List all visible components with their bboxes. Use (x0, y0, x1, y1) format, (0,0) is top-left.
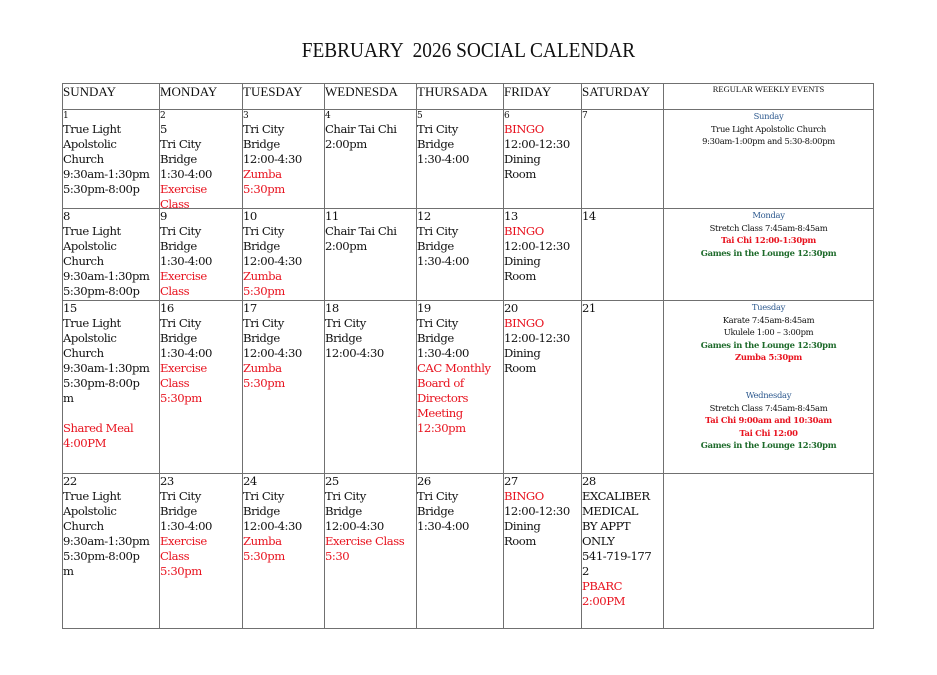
day-number: 8 (63, 209, 70, 223)
event-text: Room (504, 167, 536, 181)
event-text: Bridge (417, 137, 454, 151)
day-cell-tuesday (243, 110, 325, 209)
event-text: Tri City (417, 122, 458, 136)
event-text: 12:00-4:30 (325, 346, 384, 360)
day-cell-thursday (417, 110, 504, 209)
event-text: 12:00-4:30 (243, 254, 302, 268)
event-text: m (63, 391, 74, 405)
day-cell-monday (160, 301, 243, 474)
event-text: Bridge (243, 137, 280, 151)
header-wednesday: WEDNESDA (325, 84, 417, 110)
regular-event: Games in the Lounge 12:30pm (700, 247, 837, 258)
event-highlight-text: BINGO (504, 122, 544, 136)
event-text: Bridge (160, 239, 197, 253)
event-text (63, 406, 159, 421)
event-highlight-text: Class (160, 284, 190, 298)
day-cell-saturday (582, 474, 664, 629)
event-text: 9:30am-1:30pm (63, 167, 150, 181)
day-cell-saturday (582, 110, 664, 209)
event-highlight-text: 5:30pm (160, 391, 202, 405)
event-highlight-text: BINGO (504, 316, 544, 330)
day-number: 3 (243, 111, 249, 121)
event-text: Dining (504, 254, 541, 268)
day-cell-wednesday (325, 474, 417, 629)
day-cell-sunday (63, 301, 160, 474)
regular-event: Games in the Lounge 12:30pm (700, 339, 837, 350)
day-cell-monday (160, 110, 243, 209)
event-text: 1:30-4:00 (417, 519, 469, 533)
event-text: Tri City (325, 316, 366, 330)
event-text: Apolstolic (63, 504, 117, 518)
regular-event: Stretch Class 7:45am-8:45am (709, 222, 828, 233)
event-text: True Light (63, 489, 121, 503)
event-text: 1:30-4:00 (160, 519, 212, 533)
event-text: Tri City (160, 137, 201, 151)
day-cell-friday (504, 110, 582, 209)
week-row (63, 301, 874, 474)
event-text: Tri City (417, 224, 458, 238)
event-highlight-text: 5:30 (325, 549, 350, 563)
regular-event: Tai Chi 12:00-1:30pm (721, 235, 816, 246)
day-cell-sunday (63, 209, 160, 301)
day-number: 6 (504, 111, 510, 121)
event-text: Room (504, 534, 536, 548)
event-highlight-text: Shared Meal (63, 421, 134, 435)
event-text: Tri City (417, 316, 458, 330)
day-cell-wednesday (325, 209, 417, 301)
event-text: Bridge (325, 331, 362, 345)
event-text: 12:00-4:30 (325, 519, 384, 533)
day-number: 11 (325, 209, 339, 223)
event-text: m (63, 564, 74, 578)
day-number: 7 (582, 111, 588, 121)
regular-events-cell (664, 301, 874, 474)
day-number: 9 (160, 209, 167, 223)
regular-events-cell (664, 110, 874, 209)
event-text: 12:00-12:30 (504, 331, 570, 345)
day-cell-tuesday (243, 474, 325, 629)
event-highlight-text: Exercise (160, 534, 207, 548)
day-cell-wednesday (325, 110, 417, 209)
event-text: True Light (63, 224, 121, 238)
day-number: 15 (63, 301, 77, 315)
weekday-heading: Sunday (753, 111, 784, 121)
day-cell-thursday (417, 209, 504, 301)
day-cell-saturday (582, 301, 664, 474)
event-text: Bridge (160, 331, 197, 345)
event-highlight-text: Zumba (243, 361, 282, 375)
event-text: EXCALIBER (582, 489, 650, 503)
event-highlight-text: Zumba (243, 269, 282, 283)
event-highlight-text: PBARC (582, 579, 623, 593)
event-highlight-text: 4:00PM (63, 436, 107, 450)
event-highlight-text: 12:30pm (417, 421, 466, 435)
event-text: Apolstolic (63, 239, 117, 253)
day-number: 14 (582, 209, 596, 223)
event-text: Church (63, 254, 104, 268)
event-text: Bridge (417, 504, 454, 518)
regular-event: Ukulele 1:00 – 3:00pm (723, 327, 814, 338)
day-number: 10 (243, 209, 257, 223)
day-cell-friday (504, 209, 582, 301)
event-highlight-text: Class (160, 197, 190, 211)
event-text: Tri City (417, 489, 458, 503)
header-saturday: SATURDAY (582, 84, 664, 110)
event-highlight-text: Exercise Class (325, 534, 405, 548)
day-cell-monday (160, 209, 243, 301)
day-number: 19 (417, 301, 431, 315)
event-text: 9:30am-1:30pm (63, 269, 150, 283)
day-cell-monday (160, 474, 243, 629)
regular-event: Zumba 5:30pm (735, 352, 802, 363)
event-text: Tri City (243, 122, 284, 136)
day-number: 12 (417, 209, 431, 223)
regular-event: True Light Apolstolic Church (710, 123, 827, 134)
day-cell-sunday (63, 110, 160, 209)
day-number: 17 (243, 301, 257, 315)
day-cell-tuesday (243, 209, 325, 301)
event-highlight-text: 2:00PM (582, 594, 626, 608)
day-cell-friday (504, 301, 582, 474)
day-number: 4 (325, 111, 331, 121)
day-cell-saturday (582, 209, 664, 301)
header-friday: FRIDAY (504, 84, 582, 110)
event-text: Bridge (417, 331, 454, 345)
week-row (63, 474, 874, 629)
event-text: Tri City (160, 316, 201, 330)
day-number: 24 (243, 474, 257, 488)
regular-event: Tai Chi 12:00 (739, 427, 798, 438)
day-cell-friday (504, 474, 582, 629)
event-text: 1:30-4:00 (160, 254, 212, 268)
event-text: Bridge (243, 239, 280, 253)
event-text: Church (63, 519, 104, 533)
event-highlight-text: Class (160, 549, 190, 563)
day-number: 26 (417, 474, 431, 488)
event-text: 1:30-4:00 (417, 152, 469, 166)
event-text: 12:00-4:30 (243, 519, 302, 533)
event-text: 12:00-4:30 (243, 346, 302, 360)
day-number: 18 (325, 301, 339, 315)
event-text: 2:00pm (325, 137, 367, 151)
event-highlight-text: BINGO (504, 489, 544, 503)
event-highlight-text: 5:30pm (160, 564, 202, 578)
event-highlight-text: Meeting (417, 406, 463, 420)
event-highlight-text: Zumba (243, 167, 282, 181)
event-highlight-text: Exercise (160, 361, 207, 375)
event-highlight-text: Exercise (160, 182, 207, 196)
event-text: Church (63, 346, 104, 360)
regular-event: Tai Chi 9:00am and 10:30am (705, 415, 832, 426)
event-text: 12:00-12:30 (504, 137, 570, 151)
event-text: 12:00-12:30 (504, 504, 570, 518)
regular-event: 9:30am-1:00pm and 5:30-8:00pm (702, 136, 835, 147)
event-text: Tri City (160, 224, 201, 238)
day-number: 16 (160, 301, 174, 315)
event-text: Tri City (160, 489, 201, 503)
event-text: Dining (504, 346, 541, 360)
event-text: Chair Tai Chi (325, 224, 397, 238)
header-tuesday: TUESDAY (243, 84, 325, 110)
event-text: 1:30-4:00 (417, 254, 469, 268)
weekday-heading: Tuesday (751, 302, 786, 312)
day-number: 1 (63, 111, 69, 121)
event-highlight-text: 5:30pm (243, 284, 285, 298)
event-text: Room (504, 361, 536, 375)
weekday-heading: Wednesday (745, 389, 792, 400)
day-cell-wednesday (325, 301, 417, 474)
event-text: Bridge (160, 504, 197, 518)
day-number: 2 (160, 111, 166, 121)
event-text: Dining (504, 519, 541, 533)
header-regular-weekly-events: REGULAR WEEKLY EVENTS (664, 84, 874, 110)
event-text: 1:30-4:00 (160, 167, 212, 181)
event-text: 5:30pm-8:00p (63, 376, 140, 390)
event-highlight-text: 5:30pm (243, 182, 285, 196)
event-text: Apolstolic (63, 331, 117, 345)
event-text: 12:00-4:30 (243, 152, 302, 166)
event-text: 1:30-4:00 (160, 346, 212, 360)
event-highlight-text: Zumba (243, 534, 282, 548)
day-cell-tuesday (243, 301, 325, 474)
event-text: Tri City (243, 316, 284, 330)
event-text: MEDICAL (582, 504, 639, 518)
event-text: Bridge (160, 152, 197, 166)
event-text: 5:30pm-8:00p (63, 284, 140, 298)
regular-events-cell (664, 474, 874, 629)
event-text: 5:30pm-8:00p (63, 182, 140, 196)
day-number: 27 (504, 474, 518, 488)
day-cell-thursday (417, 474, 504, 629)
day-number: 23 (160, 474, 174, 488)
day-cell-thursday (417, 301, 504, 474)
event-text: BY APPT (582, 519, 631, 533)
event-text: Tri City (243, 224, 284, 238)
day-cell-sunday (63, 474, 160, 629)
event-text: Room (504, 269, 536, 283)
event-highlight-text: 5:30pm (243, 376, 285, 390)
event-text: Apolstolic (63, 137, 117, 151)
day-number: 20 (504, 301, 518, 315)
event-highlight-text: Exercise (160, 269, 207, 283)
spacer (664, 364, 873, 389)
regular-event: Games in the Lounge 12:30pm (700, 440, 837, 451)
event-text: 9:30am-1:30pm (63, 361, 150, 375)
calendar-title: FEBRUARY 2026 SOCIAL CALENDAR (301, 38, 636, 62)
weekday-heading: Monday (752, 210, 785, 220)
event-text: Bridge (325, 504, 362, 518)
event-text: 1:30-4:00 (417, 346, 469, 360)
day-number: 25 (325, 474, 339, 488)
event-text: 5:30pm-8:00p (63, 549, 140, 563)
event-text: True Light (63, 122, 121, 136)
header-thursday: THURSADA (417, 84, 504, 110)
event-text: 2:00pm (325, 239, 367, 253)
event-text: 9:30am-1:30pm (63, 534, 150, 548)
event-text: ONLY (582, 534, 615, 548)
calendar-table (62, 83, 874, 629)
event-highlight-text: 5:30pm (243, 549, 285, 563)
event-highlight-text: Directors (417, 391, 468, 405)
event-highlight-text: Board of (417, 376, 464, 390)
event-highlight-text: CAC Monthly (417, 361, 491, 375)
event-text: Church (63, 152, 104, 166)
header-row (63, 84, 874, 110)
day-number: 28 (582, 474, 596, 488)
regular-event: Stretch Class 7:45am-8:45am (709, 402, 828, 413)
header-monday: MONDAY (160, 84, 243, 110)
event-highlight-text: BINGO (504, 224, 544, 238)
regular-events-cell (664, 209, 874, 301)
event-text: True Light (63, 316, 121, 330)
regular-event: Karate 7:45am-8:45am (722, 314, 815, 325)
header-sunday: SUNDAY (63, 84, 160, 110)
event-text: Tri City (243, 489, 284, 503)
event-text: Chair Tai Chi (325, 122, 397, 136)
event-text: Bridge (243, 331, 280, 345)
day-number: 21 (582, 301, 596, 315)
event-text: Bridge (417, 239, 454, 253)
event-text: 12:00-12:30 (504, 239, 570, 253)
event-highlight-text: Class (160, 376, 190, 390)
event-text: 541-719-177 (582, 549, 652, 563)
event-text: 5 (160, 122, 167, 136)
event-text: Dining (504, 152, 541, 166)
day-number: 13 (504, 209, 518, 223)
day-number: 5 (417, 111, 423, 121)
week-row (63, 209, 874, 301)
event-text: Tri City (325, 489, 366, 503)
event-text: Bridge (243, 504, 280, 518)
event-text: 2 (582, 564, 589, 578)
week-row (63, 110, 874, 209)
day-number: 22 (63, 474, 77, 488)
